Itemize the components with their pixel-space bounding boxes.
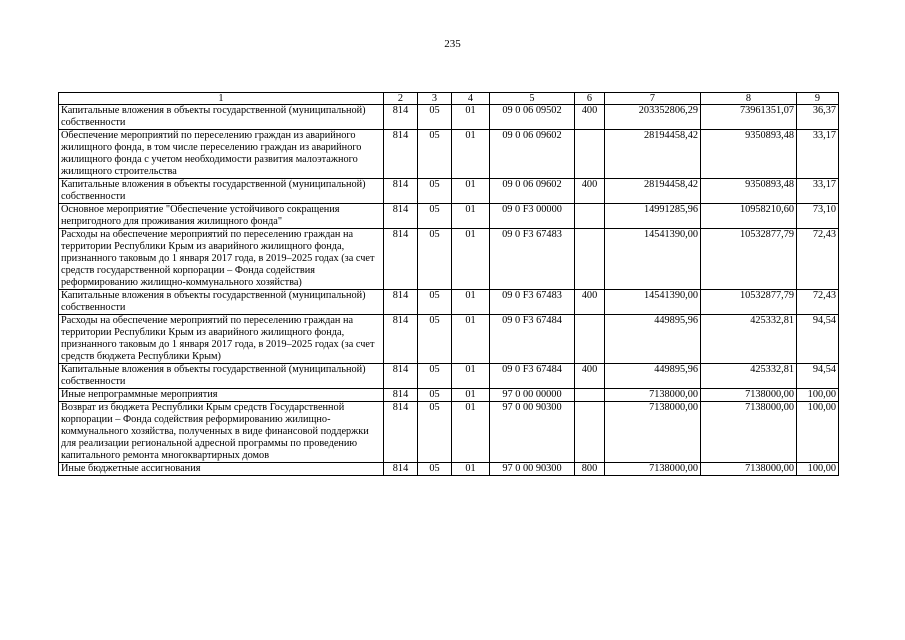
target-article-cell: 09 0 F3 00000 (490, 204, 575, 229)
executed-amount-cell: 7138000,00 (701, 389, 797, 402)
approved-amount-cell: 449895,96 (605, 315, 701, 364)
chapter-code-cell: 814 (384, 179, 418, 204)
expense-type-cell: 400 (575, 105, 605, 130)
approved-amount-cell: 14991285,96 (605, 204, 701, 229)
row-name-cell: Основное мероприятие "Обеспечение устойчивого сокращения непригодного для проживания жилищного фонда" (59, 204, 384, 229)
expense-type-cell (575, 204, 605, 229)
target-article-cell: 09 0 F3 67484 (490, 315, 575, 364)
approved-amount-cell: 203352806,29 (605, 105, 701, 130)
table-row (59, 105, 839, 130)
expense-type-cell: 400 (575, 364, 605, 389)
row-name-cell: Иные бюджетные ассигнования (59, 463, 384, 476)
subsection-code-cell: 01 (452, 130, 490, 179)
section-code-cell: 05 (418, 130, 452, 179)
execution-percent-cell: 72,43 (797, 290, 839, 315)
row-name-cell: Капитальные вложения в объекты государственной (муниципальной) собственности (59, 290, 384, 315)
approved-amount-cell: 28194458,42 (605, 130, 701, 179)
header-cell: 4 (452, 93, 490, 105)
header-cell: 1 (59, 93, 384, 105)
header-cell: 2 (384, 93, 418, 105)
subsection-code-cell: 01 (452, 402, 490, 463)
section-code-cell: 05 (418, 204, 452, 229)
execution-percent-cell: 94,54 (797, 315, 839, 364)
header-cell: 6 (575, 93, 605, 105)
section-code-cell: 05 (418, 402, 452, 463)
row-name-cell: Возврат из бюджета Республики Крым средств Государственной корпорации – Фонда содействия реформированию жилищно-коммунального хозяйства, полученных в виде финансовой поддержки для реализации региональной адресной программы по проведению капитального ремонта многоквартирных домов (59, 402, 384, 463)
target-article-cell: 09 0 06 09602 (490, 130, 575, 179)
table-row (59, 364, 839, 389)
execution-percent-cell: 73,10 (797, 204, 839, 229)
chapter-code-cell: 814 (384, 290, 418, 315)
executed-amount-cell: 10532877,79 (701, 290, 797, 315)
target-article-cell: 09 0 F3 67483 (490, 229, 575, 290)
expense-type-cell: 400 (575, 179, 605, 204)
chapter-code-cell: 814 (384, 105, 418, 130)
table-row (59, 130, 839, 179)
chapter-code-cell: 814 (384, 389, 418, 402)
table-row (59, 315, 839, 364)
chapter-code-cell: 814 (384, 130, 418, 179)
target-article-cell: 09 0 F3 67484 (490, 364, 575, 389)
approved-amount-cell: 7138000,00 (605, 463, 701, 476)
expense-type-cell (575, 402, 605, 463)
execution-percent-cell: 36,37 (797, 105, 839, 130)
table-row (59, 204, 839, 229)
table-row (59, 290, 839, 315)
row-name-cell: Обеспечение мероприятий по переселению граждан из аварийного жилищного фонда, в том числе переселению граждан из аварийного жилищного фонда с учетом необходимости развития малоэтажного жилищного строительства (59, 130, 384, 179)
approved-amount-cell: 14541390,00 (605, 229, 701, 290)
chapter-code-cell: 814 (384, 402, 418, 463)
table-row (59, 389, 839, 402)
subsection-code-cell: 01 (452, 389, 490, 402)
executed-amount-cell: 10532877,79 (701, 229, 797, 290)
row-name-cell: Капитальные вложения в объекты государственной (муниципальной) собственности (59, 179, 384, 204)
chapter-code-cell: 814 (384, 364, 418, 389)
header-cell: 3 (418, 93, 452, 105)
execution-percent-cell: 72,43 (797, 229, 839, 290)
subsection-code-cell: 01 (452, 179, 490, 204)
section-code-cell: 05 (418, 105, 452, 130)
subsection-code-cell: 01 (452, 105, 490, 130)
approved-amount-cell: 7138000,00 (605, 402, 701, 463)
row-name-cell: Капитальные вложения в объекты государственной (муниципальной) собственности (59, 364, 384, 389)
row-name-cell: Расходы на обеспечение мероприятий по переселению граждан на территории Республики Крым из аварийного жилищного фонда, признанного таковым до 1 января 2017 года, в 2019–2025 годах (за счет средств государственной корпорации – Фонда содействия реформированию жилищно-коммунального хозяйства) (59, 229, 384, 290)
executed-amount-cell: 9350893,48 (701, 130, 797, 179)
subsection-code-cell: 01 (452, 463, 490, 476)
subsection-code-cell: 01 (452, 229, 490, 290)
table-row (59, 179, 839, 204)
subsection-code-cell: 01 (452, 364, 490, 389)
section-code-cell: 05 (418, 364, 452, 389)
table-row (59, 229, 839, 290)
execution-percent-cell: 100,00 (797, 463, 839, 476)
expense-type-cell: 800 (575, 463, 605, 476)
target-article-cell: 97 0 00 90300 (490, 463, 575, 476)
target-article-cell: 97 0 00 90300 (490, 402, 575, 463)
row-name-cell: Капитальные вложения в объекты государственной (муниципальной) собственности (59, 105, 384, 130)
header-cell: 7 (605, 93, 701, 105)
target-article-cell: 09 0 06 09502 (490, 105, 575, 130)
table-row (59, 463, 839, 476)
header-cell: 8 (701, 93, 797, 105)
approved-amount-cell: 7138000,00 (605, 389, 701, 402)
header-cell: 5 (490, 93, 575, 105)
row-name-cell: Расходы на обеспечение мероприятий по переселению граждан на территории Республики Крым из аварийного жилищного фонда, признанного таковым до 1 января 2017 года, в 2019–2025 годах (за счет средств бюджета Республики Крым) (59, 315, 384, 364)
executed-amount-cell: 9350893,48 (701, 179, 797, 204)
section-code-cell: 05 (418, 290, 452, 315)
chapter-code-cell: 814 (384, 463, 418, 476)
executed-amount-cell: 7138000,00 (701, 463, 797, 476)
expense-type-cell (575, 315, 605, 364)
executed-amount-cell: 425332,81 (701, 315, 797, 364)
chapter-code-cell: 814 (384, 229, 418, 290)
execution-percent-cell: 33,17 (797, 130, 839, 179)
subsection-code-cell: 01 (452, 315, 490, 364)
chapter-code-cell: 814 (384, 204, 418, 229)
target-article-cell: 09 0 06 09602 (490, 179, 575, 204)
executed-amount-cell: 73961351,07 (701, 105, 797, 130)
expense-type-cell: 400 (575, 290, 605, 315)
page-number: 235 (444, 38, 461, 50)
executed-amount-cell: 7138000,00 (701, 402, 797, 463)
section-code-cell: 05 (418, 315, 452, 364)
subsection-code-cell: 01 (452, 290, 490, 315)
chapter-code-cell: 814 (384, 315, 418, 364)
execution-percent-cell: 100,00 (797, 389, 839, 402)
execution-percent-cell: 100,00 (797, 402, 839, 463)
expense-type-cell (575, 130, 605, 179)
expense-type-cell (575, 389, 605, 402)
expense-type-cell (575, 229, 605, 290)
table-row (59, 402, 839, 463)
budget-table (58, 92, 839, 476)
approved-amount-cell: 28194458,42 (605, 179, 701, 204)
approved-amount-cell: 14541390,00 (605, 290, 701, 315)
section-code-cell: 05 (418, 179, 452, 204)
executed-amount-cell: 10958210,60 (701, 204, 797, 229)
execution-percent-cell: 94,54 (797, 364, 839, 389)
header-cell: 9 (797, 93, 839, 105)
target-article-cell: 97 0 00 00000 (490, 389, 575, 402)
row-name-cell: Иные непрограммные мероприятия (59, 389, 384, 402)
executed-amount-cell: 425332,81 (701, 364, 797, 389)
section-code-cell: 05 (418, 389, 452, 402)
target-article-cell: 09 0 F3 67483 (490, 290, 575, 315)
execution-percent-cell: 33,17 (797, 179, 839, 204)
subsection-code-cell: 01 (452, 204, 490, 229)
section-code-cell: 05 (418, 463, 452, 476)
approved-amount-cell: 449895,96 (605, 364, 701, 389)
section-code-cell: 05 (418, 229, 452, 290)
header-row (59, 93, 839, 105)
